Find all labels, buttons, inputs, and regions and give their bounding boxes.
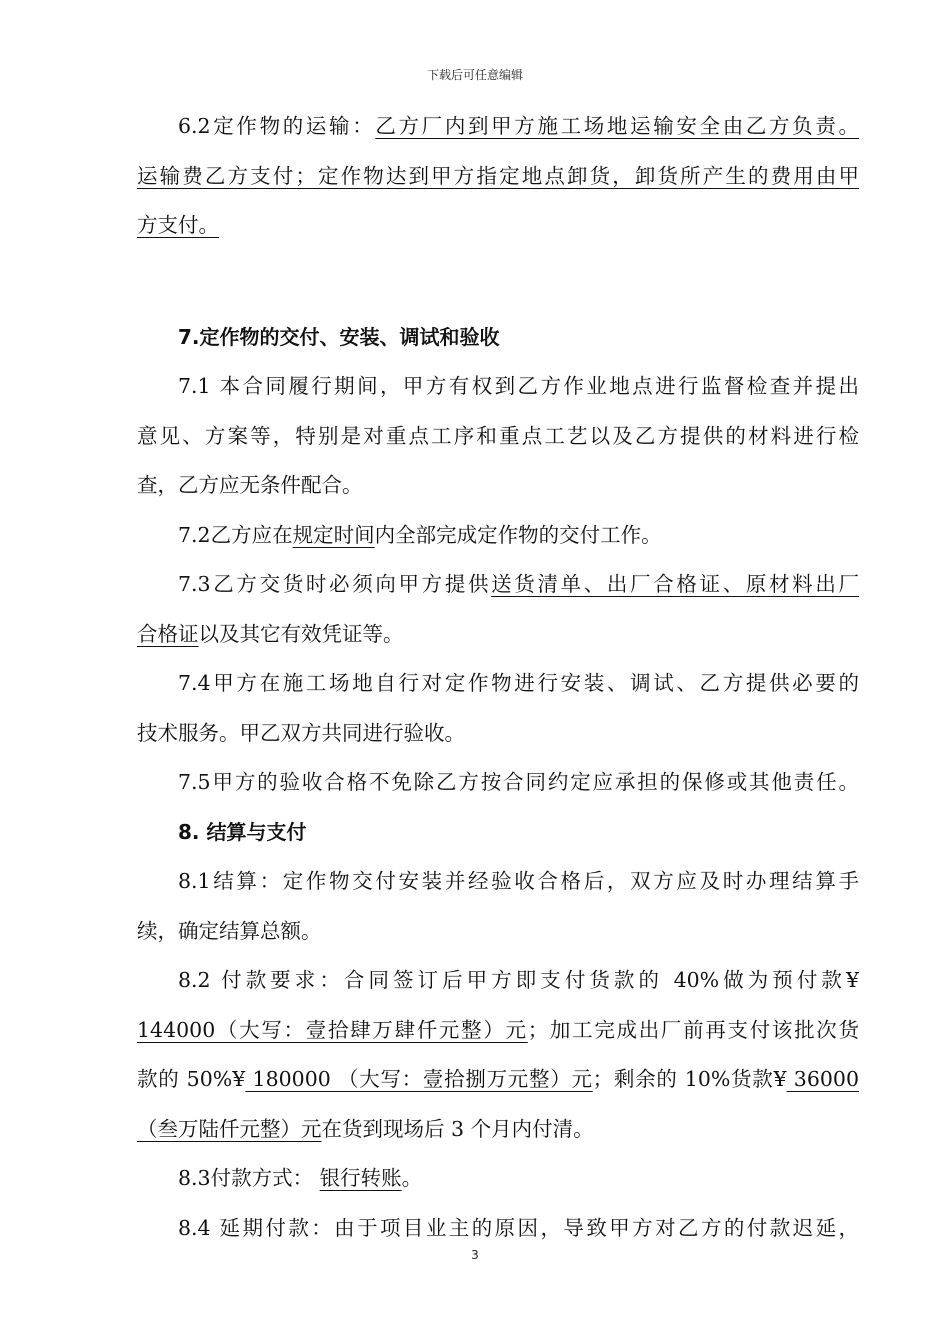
page-number: 3 [471,1248,479,1262]
clause-6-2-line-1: 6.2定作物的运输：乙方厂内到甲方施工场地运输安全由乙方负责。 [178,114,859,138]
clause-8-3: 8.3付款方式： 银行转账。 [178,1166,423,1190]
clause-8-2-line-1: 8.2 付款要求：合同签订后甲方即支付货款的 40%做为预付款¥ [178,968,859,992]
page-header: 下载后可任意编辑 [426,68,523,82]
clause-8-2-line-3: 款的 50%¥ 180000 （大写：壹拾捌万元整）元；剩余的 10%货款¥ 36000 [137,1067,860,1091]
clause-8-1-line-1: 8.1结算：定作物交付安装并经验收合格后，双方应及时办理结算手 [178,869,859,893]
section-8-heading: 8. 结算与支付 [178,819,307,844]
clause-7-3-line-1: 7.3乙方交货时必须向甲方提供送货清单、出厂合格证、原材料出厂 [178,572,859,596]
clause-8-4: 8.4 延期付款：由于项目业主的原因，导致甲方对乙方的付款迟延， [178,1215,859,1240]
document-body [137,102,859,1253]
section-7-heading: 7.定作物的交付、安装、调试和验收 [178,324,500,349]
clause-8-1-line-2: 续，确定结算总额。 [137,918,322,943]
clause-7-1-line-3: 查，乙方应无条件配合。 [137,473,363,497]
clause-7-3-line-2: 合格证以及其它有效凭证等。 [137,621,404,646]
clause-8-2-line-2: 144000（大写：壹拾肆万肆仟元整）元；加工完成出厂前再支付该批次货 [137,1017,860,1042]
clause-8-2-line-4: （叁万陆仟元整）元在货到现场后 3 个月内付清。 [137,1116,594,1141]
clause-7-4-line-2: 技术服务。甲乙双方共同进行验收。 [137,720,465,745]
clause-7-5: 7.5甲方的验收合格不免除乙方按合同约定应承担的保修或其他责任。 [178,770,859,794]
clause-6-2-line-2: 运输费乙方支付；定作物达到甲方指定地点卸货，卸货所产生的费用由甲 [137,163,859,188]
clause-6-2-line-3: 方支付。 [137,213,219,237]
clause-7-1-line-2: 意见、方案等，特别是对重点工序和重点工艺以及乙方提供的材料进行检 [137,423,859,448]
clause-7-2: 7.2乙方应在规定时间内全部完成定作物的交付工作。 [178,522,662,547]
clause-7-4-line-1: 7.4甲方在施工场地自行对定作物进行安装、调试、乙方提供必要的 [178,671,859,695]
clause-7-1-line-1: 7.1 本合同履行期间，甲方有权到乙方作业地点进行监督检查并提出 [178,374,859,398]
